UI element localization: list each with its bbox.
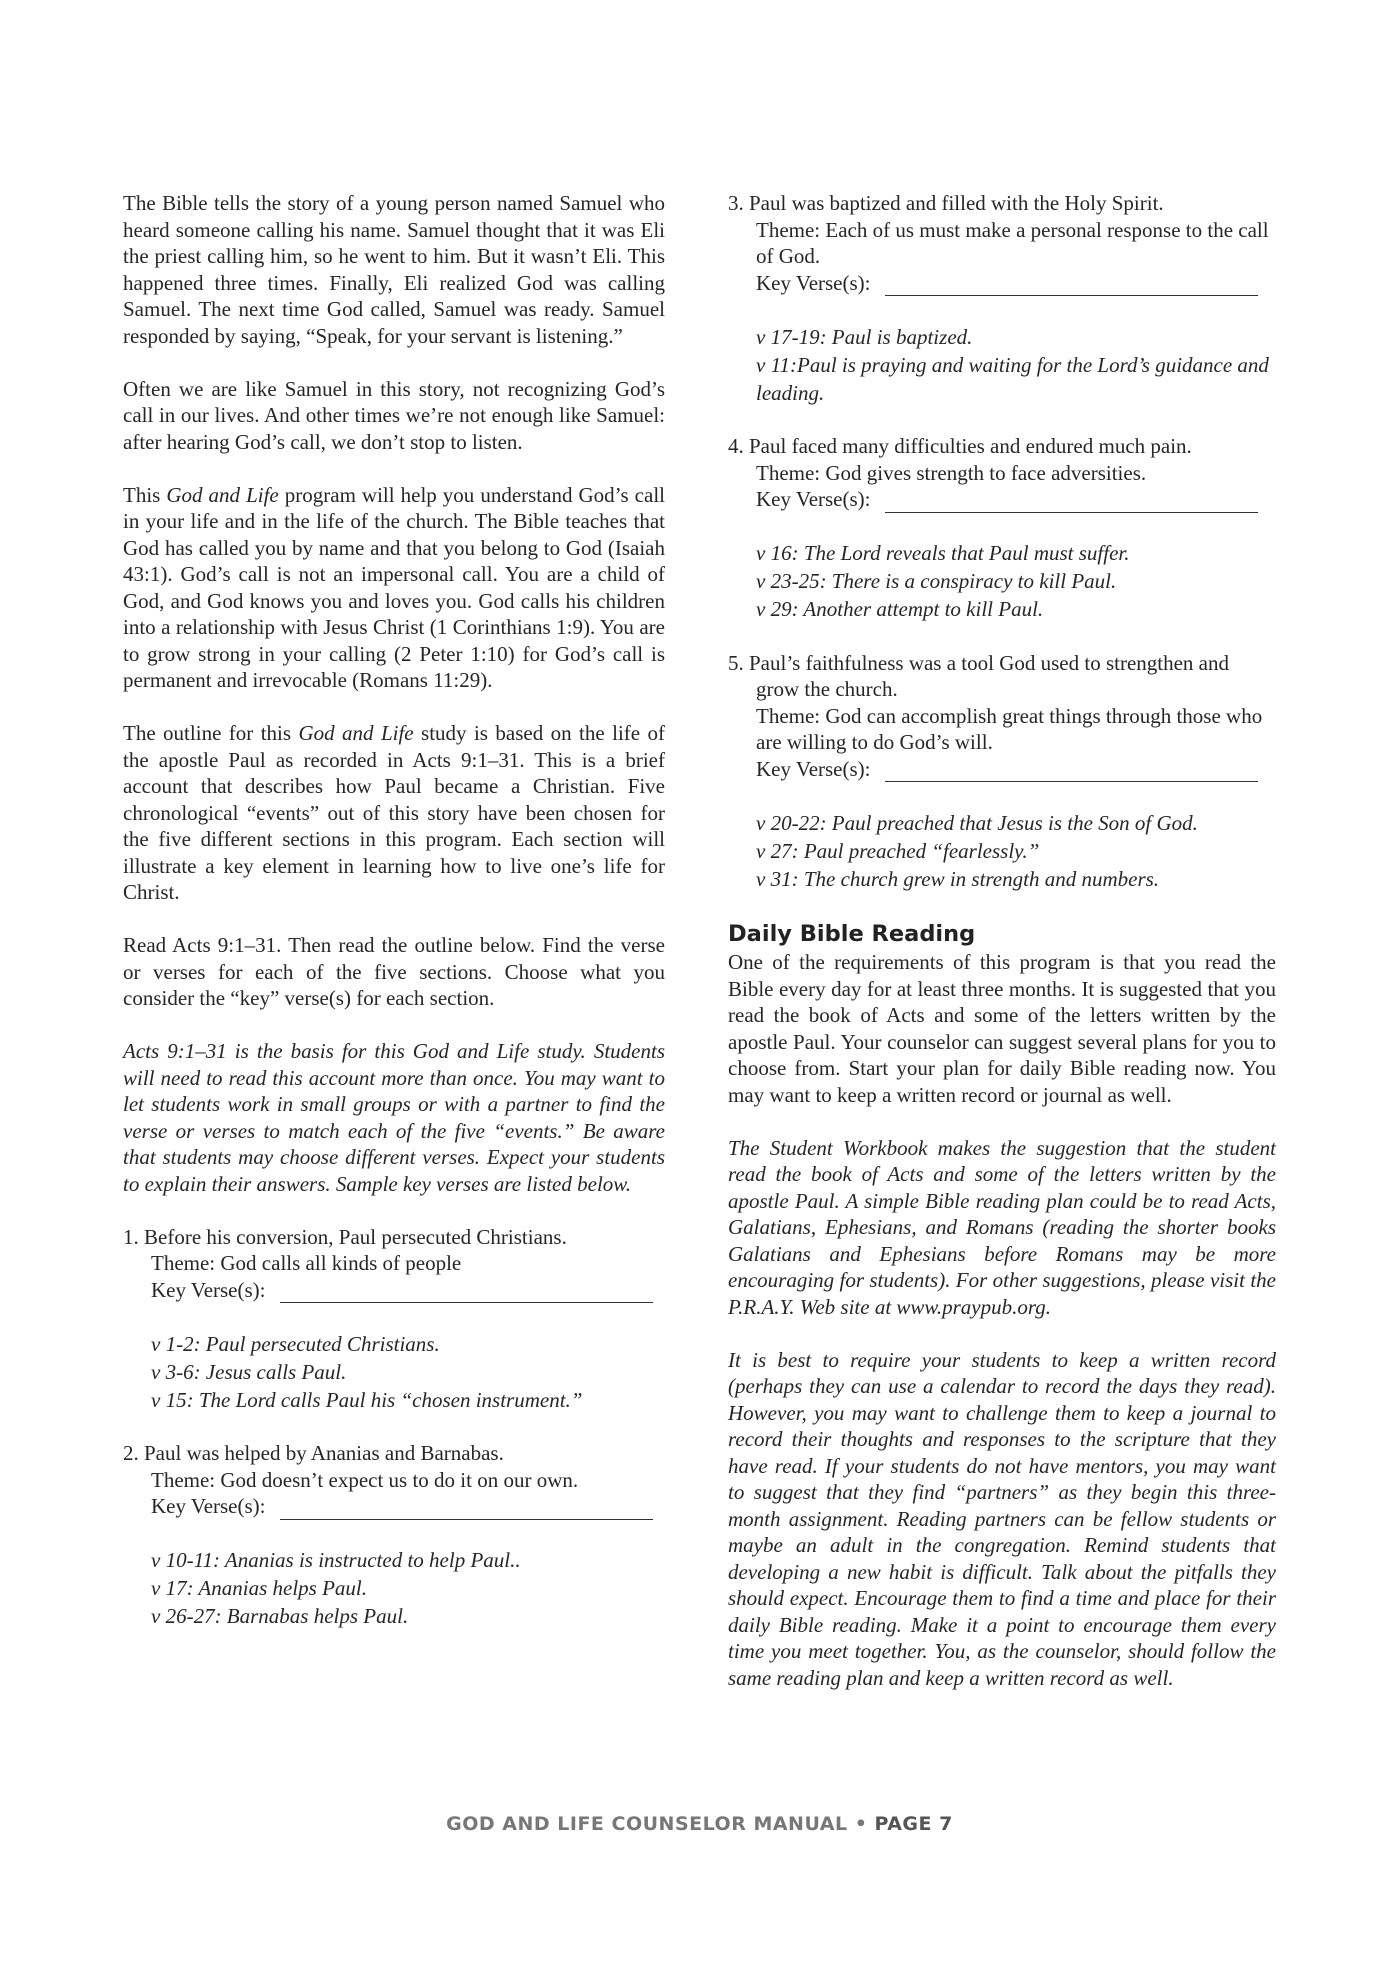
verse-note: v 20-22: Paul preached that Jesus is the Son of God. — [756, 810, 1198, 835]
outline-item-4 — [728, 433, 1276, 623]
verse-note: v 15: The Lord calls Paul his “chosen instrument.” — [151, 1387, 583, 1412]
item-theme: Theme: God calls all kinds of people — [151, 1251, 462, 1275]
footer-bullet: • — [854, 1813, 868, 1835]
item-title: 5. Paul’s faithfulness was a tool God used to strengthen and grow the church. — [728, 650, 1230, 701]
manual-title: GOD AND LIFE COUNSELOR MANUAL — [446, 1813, 848, 1835]
item-theme: Theme: God can accomplish great things through those who are willing to do God’s will. — [756, 703, 1263, 754]
key-verse-label: Key Verse(s): — [151, 1494, 266, 1518]
key-verse-blank[interactable] — [885, 277, 1258, 296]
outline-item-2 — [123, 1440, 665, 1630]
verse-note: v 17-19: Paul is baptized. — [756, 324, 973, 349]
verse-note: v 27: Paul preached “fearlessly.” — [756, 838, 1040, 863]
verse-note: v 1-2: Paul persecuted Christians. — [151, 1331, 440, 1356]
item-title: 2. Paul was helped by Ananias and Barnabas. — [123, 1441, 504, 1465]
outline-item-5 — [728, 650, 1276, 893]
key-verse-row — [123, 1493, 665, 1520]
key-verse-row — [728, 270, 1276, 297]
outline-paragraph: The outline for this God and Life study is based on the life of the apostle Paul as recorded in Acts 9:1–31. This is a brief account that describes how Paul became a Christian. Five chronological “events” out of this story have been chosen for the five different sections in this program. Each section will illustrate a key element in learning how to live one’s life for Christ. — [123, 721, 665, 904]
item-theme: Theme: God gives strength to face adversities. — [756, 460, 1147, 485]
daily-reading-paragraph: One of the requirements of this program is that you read the Bible every day for at least three months. It is suggested that you read the book of Acts and some of the letters written by the apostle Paul. Your counselor can suggest several plans for you to choose from. Start your plan for daily Bible reading now. You may want to keep a written record or journal as well. — [728, 950, 1276, 1107]
verse-note: v 17: Ananias helps Paul. — [151, 1576, 368, 1600]
key-verse-blank[interactable] — [885, 494, 1258, 513]
key-verse-blank[interactable] — [280, 1284, 653, 1303]
verse-notes — [728, 809, 1276, 893]
samuel-paragraph: Often we are like Samuel in this story, not recognizing God’s call in our lives. And other times we’re not enough like Samuel: after hearing God’s call, we don’t stop to listen. — [123, 376, 665, 454]
key-verse-row — [123, 1277, 665, 1304]
outline-item-1 — [123, 1224, 665, 1414]
key-verse-label: Key Verse(s): — [151, 1277, 266, 1302]
verse-note: v 16: The Lord reveals that Paul must suffer. — [756, 541, 1130, 565]
instructions-paragraph: Read Acts 9:1–31. Then read the outline below. Find the verse or verses for each of the five sections. Choose what you consider the “key” verse(s) for each section. — [123, 933, 665, 1010]
verse-notes — [728, 323, 1276, 407]
verse-notes — [123, 1330, 665, 1414]
left-column — [123, 190, 665, 1657]
key-verse-label: Key Verse(s): — [756, 756, 871, 781]
item-title: 1. Before his conversion, Paul persecuted Christians. — [123, 1224, 567, 1249]
item-title: 3. Paul was baptized and filled with the Holy Spirit. — [728, 191, 1164, 215]
record-note: It is best to require your students to keep a written record (perhaps they can use a calendar to record the days they read). However, you may want to challenge them to keep a journal to record their thoughts and responses to the scripture that they have read. If your students do not have mentors, you may want to suggest that they find “partners” as they begin this three-month assignment. Reading partners can be fellow students or maybe an adult in the congregation. Remind students that developing a new habit is difficult. Talk about the pitfalls they should expect. Encourage them to find a time and place for their daily Bible reading. Make it a point to encourage them every time you meet together. You, as the counselor, should follow the same reading plan and keep a written record as well. — [728, 1347, 1276, 1690]
daily-bible-reading-heading: Daily Bible Reading — [728, 921, 976, 947]
page-footer — [0, 1813, 1399, 1835]
verse-note: v 29: Another attempt to kill Paul. — [756, 597, 1044, 621]
verse-note: v 26-27: Barnabas helps Paul. — [151, 1604, 409, 1628]
verse-note: v 3-6: Jesus calls Paul. — [151, 1359, 347, 1384]
item-title: 4. Paul faced many difficulties and endured much pain. — [728, 434, 1192, 458]
key-verse-label: Key Verse(s): — [756, 487, 871, 511]
program-paragraph: This God and Life program will help you understand God’s call in your life and in the life of the church. The Bible teaches that God has called you by name and that you belong to God (Isaiah 43:1). God’s call is not an impersonal call. You are a child of God, and God knows you and loves you. God calls his children into a relationship with Jesus Christ (1 Corinthians 1:9). You are to grow strong in your calling (2 Peter 1:10) for God’s call is permanent and irrevocable (Romans 11:29). — [123, 482, 665, 692]
counselor-note: Acts 9:1–31 is the basis for this God and Life study. Students will need to read this account more than once. You may want to let students work in small groups or with a partner to find the verse or verses to match each of the five “events.” Be aware that students may choose different verses. Expect your students to explain their answers. Sample key verses are listed below. — [123, 1039, 665, 1196]
verse-note: v 31: The church grew in strength and numbers. — [756, 866, 1160, 891]
verse-note: v 11:Paul is praying and waiting for the Lord’s guidance and leading. — [756, 352, 1269, 405]
key-verse-row — [728, 756, 1276, 783]
key-verse-blank[interactable] — [885, 763, 1258, 782]
verse-note: v 23-25: There is a conspiracy to kill Paul. — [756, 569, 1117, 593]
verse-note: v 10-11: Ananias is instructed to help Paul.. — [151, 1548, 521, 1572]
intro-paragraph: The Bible tells the story of a young person named Samuel who heard someone calling his name. Samuel thought that it was Eli the priest calling him, so he went to him. But it wasn’t Eli. This happened three times. Finally, Eli realized God was calling Samuel. The next time God called, Samuel was ready. Samuel responded by saying, “Speak, for your servant is listening.” — [123, 191, 665, 348]
right-column — [728, 190, 1276, 1691]
outline-item-3 — [728, 190, 1276, 407]
verse-notes — [728, 539, 1276, 623]
page-number: PAGE 7 — [874, 1813, 953, 1835]
workbook-note: The Student Workbook makes the suggestion that the student read the book of Acts and some of the letters written by the apostle Paul. A simple Bible reading plan could be to read Acts, Galatians, Ephesians, and Romans (reading the shorter books Galatians and Ephesians before Romans may be more encouraging for students). For other suggestions, please visit the P.R.A.Y. Web site at www.praypub.org. — [728, 1135, 1276, 1319]
key-verse-row — [728, 486, 1276, 513]
verse-notes — [123, 1546, 665, 1630]
key-verse-label: Key Verse(s): — [756, 270, 871, 295]
item-theme: Theme: Each of us must make a personal response to the call of God. — [756, 217, 1269, 268]
key-verse-blank[interactable] — [280, 1501, 653, 1520]
item-theme: Theme: God doesn’t expect us to do it on our own. — [151, 1467, 579, 1492]
